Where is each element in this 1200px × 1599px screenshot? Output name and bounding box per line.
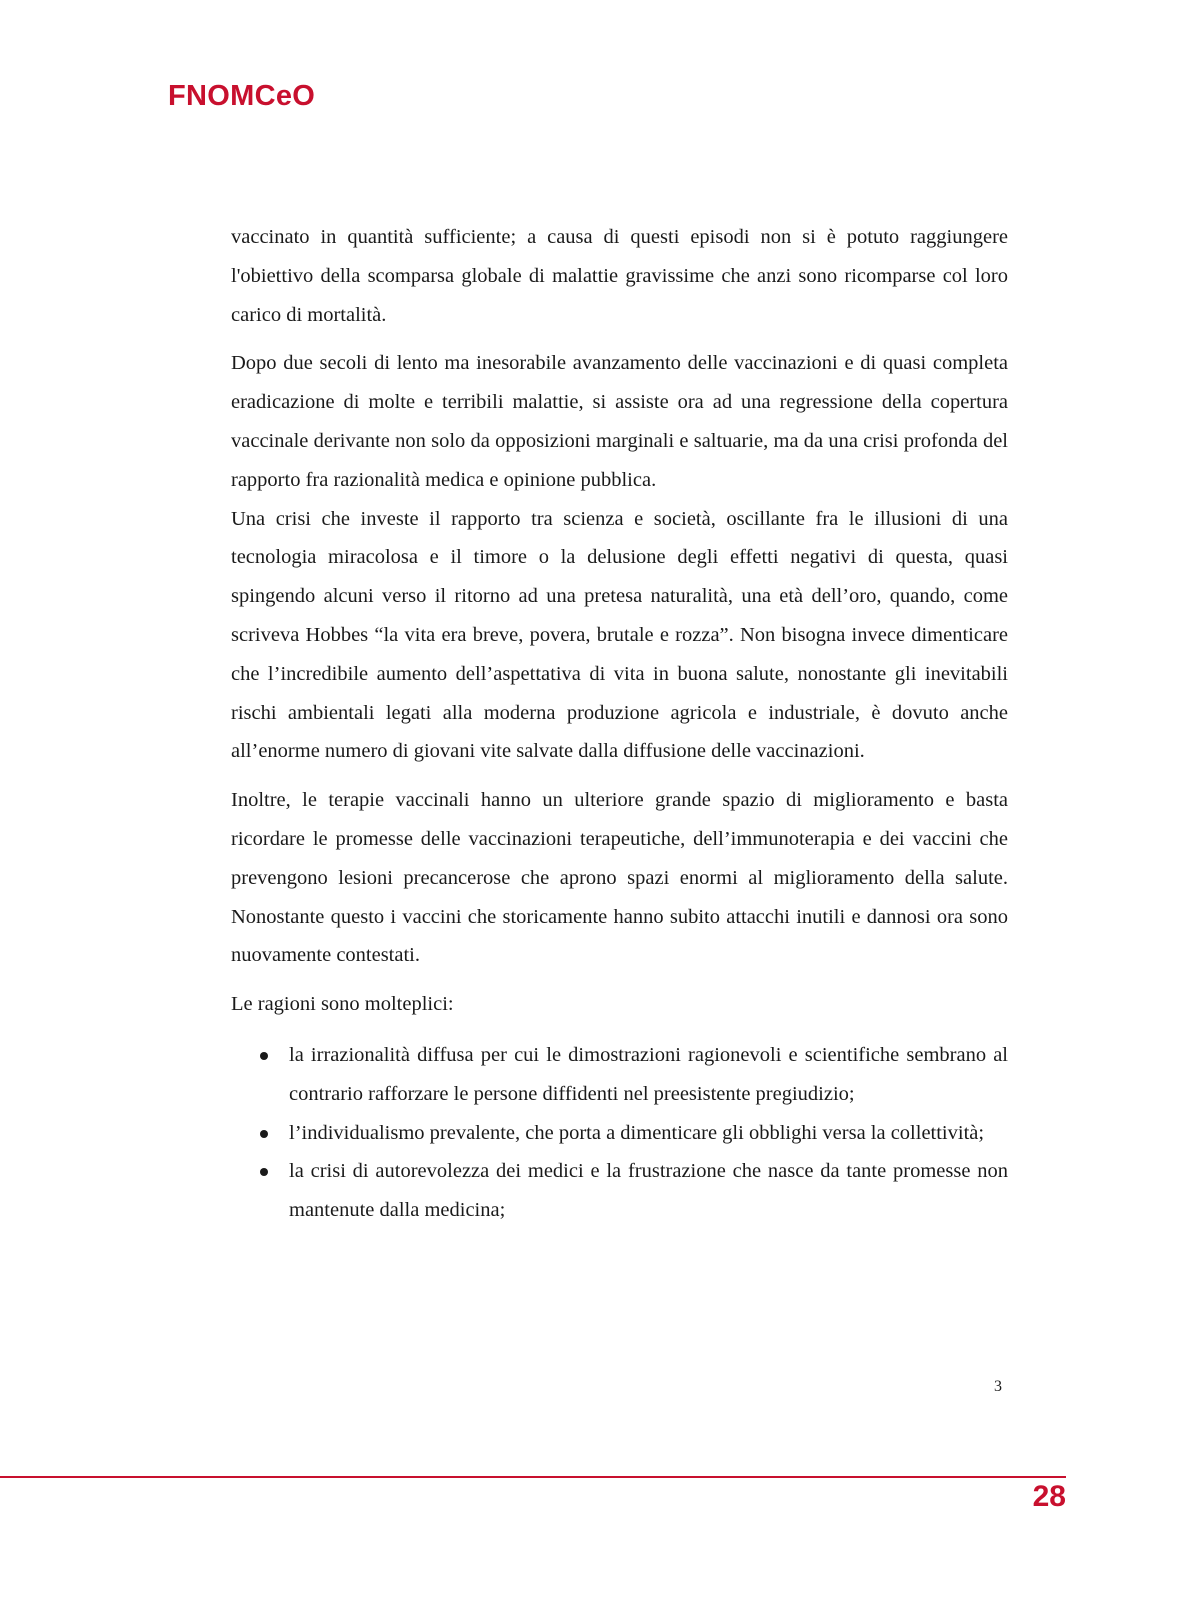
paragraph-3: Una crisi che investe il rapporto tra scienza e società, oscillante fra le illusioni di una tecnologia miracolosa e il timore o la delusione degli effetti negativi di questa, quasi spingendo alcuni verso il ritorno ad una pretesa naturalità, una età dell’oro, quando, come scriveva Hobbes “la vita era breve, povera, brutale e rozza”. Non bisogna invece dimenticare che l’incredibile aumento dell’aspettativa di vita in buona salute, nonostante gli inevitabili rischi ambientali legati alla moderna produzione agricola e industriale, è dovuto anche all’enorme numero di giovani vite salvate dalla diffusione delle vaccinazioni.: [231, 507, 1008, 763]
bullet-icon: [260, 1130, 268, 1138]
list-item-text: la irrazionalità diffusa per cui le dimostrazioni ragionevoli e scientifiche sembrano al contrario rafforzare le persone diffidenti nel preesistente pregiudizio;: [289, 1043, 1008, 1105]
bullet-icon: [260, 1052, 268, 1060]
paragraph-1: vaccinato in quantità sufficiente; a causa di questi episodi non si è potuto raggiungere l'obiettivo della scomparsa globale di malattie gravissime che anzi sono ricomparse col loro carico di mortalità.: [231, 226, 1008, 326]
list-item-text: l’individualismo prevalente, che porta a dimenticare gli obblighi versa la collettività;: [289, 1121, 985, 1144]
paragraph-2: Dopo due secoli di lento ma inesorabile avanzamento delle vaccinazioni e di quasi completa eradicazione di molte e terribili malattie, si assiste ora ad una regressione della copertura vaccinale derivante non solo da opposizioni marginali e saltuarie, ma da una crisi profonda del rapporto fra razionalità medica e opinione pubblica.: [231, 352, 1008, 491]
document-body: [231, 218, 1008, 1230]
list-item-text: la crisi di autorevolezza dei medici e la frustrazione che nasce da tante promesse non mantenute dalla medicina;: [289, 1160, 1008, 1222]
footer-page-number: 28: [1032, 1480, 1066, 1513]
list-item: [231, 1114, 1008, 1153]
paragraph-4: Inoltre, le terapie vaccinali hanno un ulteriore grande spazio di miglioramento e basta ricordare le promesse delle vaccinazioni terapeutiche, dell’immunoterapia e dei vaccini che prevengono lesioni precancerose che aprono spazi enormi al miglioramento della salute. Nonostante questo i vaccini che storicamente hanno subito attacchi inutili e dannosi ora sono nuovamente contestati.: [231, 789, 1008, 967]
bullet-icon: [260, 1168, 268, 1176]
reasons-list: [231, 1036, 1008, 1230]
list-item: [231, 1036, 1008, 1114]
footer-divider: [0, 1476, 1066, 1478]
fnomceo-logo: FNOMCeO: [168, 80, 316, 112]
list-item: [231, 1152, 1008, 1230]
paragraph-5: Le ragioni sono molteplici:: [231, 993, 454, 1016]
inner-page-number: 3: [994, 1378, 1002, 1395]
